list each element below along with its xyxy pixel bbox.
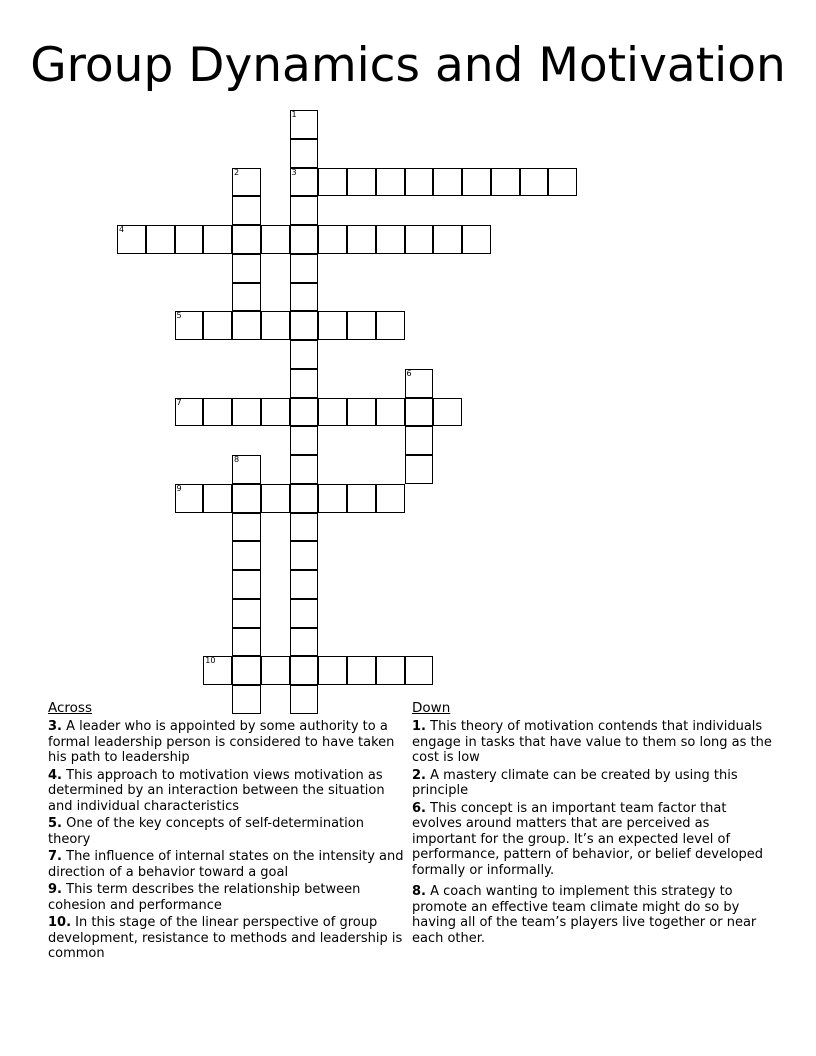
grid-cell[interactable] (405, 369, 434, 398)
grid-cell[interactable] (290, 168, 319, 197)
down-clue-1 (412, 719, 774, 766)
cell-number: 4 (119, 225, 125, 234)
clue-number: 10. (48, 915, 72, 930)
grid-cell[interactable] (405, 168, 434, 197)
across-clue-7 (48, 849, 408, 880)
grid-cell[interactable] (405, 426, 434, 455)
grid-cell[interactable] (290, 513, 319, 542)
grid-cell[interactable] (376, 225, 405, 254)
down-clues (412, 700, 774, 946)
grid-cell[interactable] (433, 398, 462, 427)
grid-cell[interactable] (175, 311, 204, 340)
grid-cell[interactable] (462, 168, 491, 197)
grid-cell[interactable] (318, 484, 347, 513)
cell-number: 2 (234, 167, 240, 177)
grid-cell[interactable] (232, 599, 261, 628)
grid-cell[interactable] (290, 139, 319, 168)
grid-cell[interactable] (462, 225, 491, 254)
grid-cell[interactable] (491, 168, 520, 197)
grid-cell[interactable] (232, 311, 261, 340)
grid-cell[interactable] (290, 254, 319, 283)
grid-cell[interactable] (376, 656, 405, 685)
grid-cell[interactable] (347, 398, 376, 427)
clue-number: 3. (48, 719, 62, 734)
grid-cell[interactable] (376, 398, 405, 427)
grid-cell[interactable] (520, 168, 549, 197)
across-clue-3 (48, 719, 408, 766)
grid-cell[interactable] (290, 110, 319, 139)
clue-text: The influence of internal states on the intensity and direction of a behavior toward a goal (48, 849, 404, 880)
grid-cell[interactable] (347, 656, 376, 685)
grid-cell[interactable] (232, 168, 261, 197)
grid-cell[interactable] (405, 656, 434, 685)
grid-cell[interactable] (203, 225, 232, 254)
grid-cell[interactable] (232, 541, 261, 570)
grid-cell[interactable] (290, 225, 319, 254)
grid-cell[interactable] (203, 656, 232, 685)
grid-cell[interactable] (261, 656, 290, 685)
grid-cell[interactable] (405, 225, 434, 254)
clue-text: This concept is an important team factor that evolves around matters that are perceived as important for the group. It’s an expected level of performance, pattern of behavior, or belief developed formally or informally. (412, 800, 764, 878)
grid-cell[interactable] (175, 225, 204, 254)
grid-cell[interactable] (347, 168, 376, 197)
grid-cell[interactable] (175, 484, 204, 513)
grid-cell[interactable] (290, 570, 319, 599)
grid-cell[interactable] (290, 455, 319, 484)
grid-cell[interactable] (290, 484, 319, 513)
grid-cell[interactable] (318, 398, 347, 427)
grid-cell[interactable] (376, 168, 405, 197)
grid-cell[interactable] (146, 225, 175, 254)
grid-cell[interactable] (376, 311, 405, 340)
grid-cell[interactable] (433, 168, 462, 197)
grid-cell[interactable] (232, 513, 261, 542)
grid-cell[interactable] (290, 398, 319, 427)
grid-cell[interactable] (232, 225, 261, 254)
cell-number: 10 (205, 656, 216, 666)
grid-cell[interactable] (261, 311, 290, 340)
cell-number: 1 (291, 110, 297, 119)
grid-cell[interactable] (318, 311, 347, 340)
clue-number: 1. (412, 719, 426, 734)
clue-number: 5. (48, 816, 62, 831)
grid-cell[interactable] (175, 398, 204, 427)
grid-cell[interactable] (290, 541, 319, 570)
across-heading: Across (48, 700, 93, 716)
grid-cell[interactable] (203, 484, 232, 513)
grid-cell[interactable] (290, 599, 319, 628)
grid-cell[interactable] (232, 455, 261, 484)
grid-cell[interactable] (290, 656, 319, 685)
clue-number: 8. (412, 884, 426, 899)
down-clue-8 (412, 884, 774, 946)
across-clue-9 (48, 882, 408, 913)
cell-number: 5 (176, 311, 182, 321)
puzzle-title: Group Dynamics and Motivation (30, 38, 786, 93)
cell-number: 6 (406, 368, 412, 378)
grid-cell[interactable] (318, 656, 347, 685)
clue-text: A coach wanting to implement this strategy to promote an effective team climate might do so by having all of the team’s players live together or near each other. (412, 884, 757, 946)
grid-cell[interactable] (318, 168, 347, 197)
grid-cell[interactable] (232, 570, 261, 599)
grid-cell[interactable] (232, 254, 261, 283)
grid-cell[interactable] (290, 426, 319, 455)
grid-cell[interactable] (232, 196, 261, 225)
grid-cell[interactable] (290, 340, 319, 369)
grid-cell[interactable] (318, 225, 347, 254)
cell-number: 9 (176, 483, 182, 493)
across-clue-4 (48, 768, 408, 815)
grid-cell[interactable] (261, 484, 290, 513)
across-clue-10 (48, 915, 408, 962)
grid-cell[interactable] (261, 398, 290, 427)
grid-cell[interactable] (433, 225, 462, 254)
grid-cell[interactable] (290, 283, 319, 312)
grid-cell[interactable] (290, 196, 319, 225)
clue-number: 6. (412, 800, 426, 816)
clue-number: 7. (48, 849, 62, 864)
grid-cell[interactable] (232, 656, 261, 685)
cell-number: 3 (291, 167, 297, 177)
grid-cell[interactable] (232, 283, 261, 312)
grid-cell[interactable] (232, 484, 261, 513)
clue-text: One of the key concepts of self-determination theory (48, 816, 364, 847)
grid-cell[interactable] (203, 398, 232, 427)
grid-cell[interactable] (261, 225, 290, 254)
across-clues (48, 700, 408, 962)
grid-cell[interactable] (232, 398, 261, 427)
grid-cell[interactable] (376, 484, 405, 513)
grid-cell[interactable] (290, 369, 319, 398)
clue-text: This theory of motivation contends that individuals engage in tasks that have value to them so long as the cost is low (412, 719, 772, 765)
clue-number: 9. (48, 882, 62, 897)
clue-text: In this stage of the linear perspective of group development, resistance to methods and leadership is common (48, 915, 403, 961)
clue-text: A mastery climate can be created by using this principle (412, 767, 738, 798)
clue-text: This approach to motivation views motivation as determined by an interaction between the situation and individual characteristics (48, 767, 385, 814)
down-clue-2 (412, 768, 774, 799)
clue-number: 2. (412, 767, 426, 783)
grid-cell[interactable] (290, 628, 319, 657)
across-clue-5 (48, 816, 408, 847)
grid-cell[interactable] (117, 225, 146, 254)
grid-cell[interactable] (347, 311, 376, 340)
grid-cell[interactable] (203, 311, 232, 340)
grid-cell[interactable] (232, 628, 261, 657)
clue-text: This term describes the relationship between cohesion and performance (48, 882, 361, 913)
down-heading: Down (412, 700, 451, 716)
grid-cell[interactable] (548, 168, 577, 197)
clue-text: A leader who is appointed by some authority to a formal leadership person is considered to have taken his path to leadership (48, 719, 395, 765)
grid-cell[interactable] (405, 455, 434, 484)
grid-cell[interactable] (347, 484, 376, 513)
grid-cell[interactable] (290, 311, 319, 340)
grid-cell[interactable] (347, 225, 376, 254)
grid-cell[interactable] (405, 398, 434, 427)
cell-number: 8 (234, 455, 240, 464)
cell-number: 7 (176, 397, 182, 407)
down-clue-6 (412, 801, 774, 879)
clue-number: 4. (48, 767, 62, 783)
